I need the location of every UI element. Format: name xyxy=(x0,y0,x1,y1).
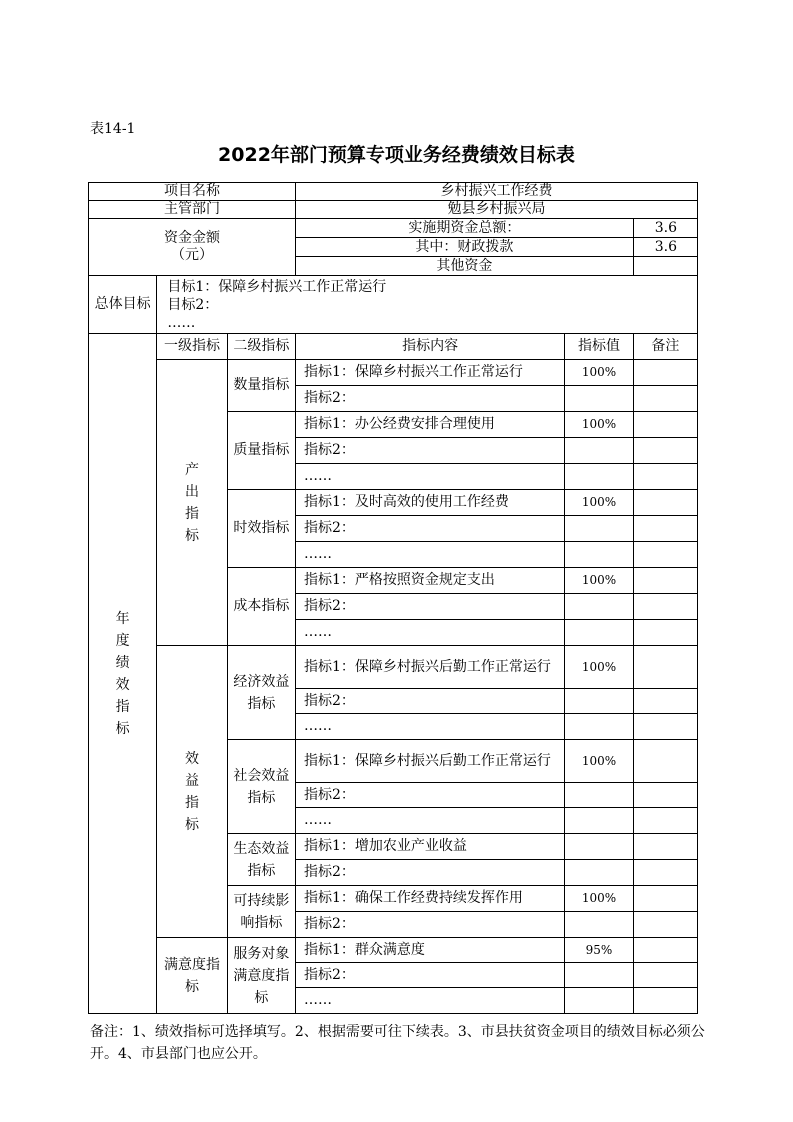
performance-target-table xyxy=(88,182,698,1014)
service-satisfaction-label: 服务对象满意度指标 xyxy=(227,938,295,1014)
header-level1: 一级指标 xyxy=(157,334,227,360)
service-remark-2 xyxy=(633,963,697,988)
table-number: 表14-1 xyxy=(90,121,136,137)
ecological-indicator-label: 生态效益指标 xyxy=(227,834,295,886)
quality-value-1: 100% xyxy=(565,412,633,438)
economic-value-2 xyxy=(565,689,633,714)
cost-value-1: 100% xyxy=(565,568,633,594)
total-funds-value: 3.6 xyxy=(633,219,697,238)
ecological-item-1: 指标1：增加农业产业收益 xyxy=(296,834,565,860)
social-value-3 xyxy=(565,808,633,834)
overall-goal-ellipsis: …… xyxy=(167,314,196,331)
quality-remark-1 xyxy=(633,412,697,438)
timeliness-indicator-label: 时效指标 xyxy=(227,490,295,568)
sustainable-indicator-label: 可持续影响指标 xyxy=(227,886,295,938)
cost-remark-3 xyxy=(633,620,697,646)
fiscal-funds-value: 3.6 xyxy=(633,238,697,257)
ecological-value-2 xyxy=(565,860,633,886)
output-indicator-label: 产出指标 xyxy=(157,360,227,646)
satisfaction-indicator-label: 满意度指标 xyxy=(157,938,227,1014)
sustainable-remark-1 xyxy=(633,886,697,912)
overall-goal-1: 目标1：保障乡村振兴工作正常运行 xyxy=(167,278,387,295)
project-name-value: 乡村振兴工作经费 xyxy=(296,183,698,201)
social-value-1: 100% xyxy=(565,740,633,783)
cost-value-2 xyxy=(565,594,633,620)
service-item-1: 指标1：群众满意度 xyxy=(296,938,565,963)
cost-item-3: …… xyxy=(296,620,565,646)
cost-item-1: 指标1：严格按照资金规定支出 xyxy=(296,568,565,594)
ecological-item-2: 指标2： xyxy=(296,860,565,886)
overall-goal-2: 目标2： xyxy=(167,296,219,313)
service-item-2: 指标2： xyxy=(296,963,565,988)
sustainable-value-1: 100% xyxy=(565,886,633,912)
economic-indicator-label: 经济效益指标 xyxy=(227,646,295,740)
sustainable-remark-2 xyxy=(633,912,697,938)
sustainable-value-2 xyxy=(565,912,633,938)
economic-item-2: 指标2： xyxy=(296,689,565,714)
economic-item-1: 指标1：保障乡村振兴后勤工作正常运行 xyxy=(296,646,565,689)
sustainable-item-1: 指标1：确保工作经费持续发挥作用 xyxy=(296,886,565,912)
quantity-remark-2 xyxy=(633,386,697,412)
social-remark-1 xyxy=(633,740,697,783)
quality-item-2: 指标2： xyxy=(296,438,565,464)
annual-indicator-label: 年度绩效指标 xyxy=(89,334,157,1014)
service-remark-1 xyxy=(633,938,697,963)
quality-remark-2 xyxy=(633,438,697,464)
service-value-3 xyxy=(565,988,633,1014)
service-value-1: 95% xyxy=(565,938,633,963)
social-indicator-label: 社会效益指标 xyxy=(227,740,295,834)
economic-remark-2 xyxy=(633,689,697,714)
quality-indicator-label: 质量指标 xyxy=(227,412,295,490)
page-title: 2022年部门预算专项业务经费绩效目标表 xyxy=(218,144,575,166)
quality-remark-3 xyxy=(633,464,697,490)
timeliness-item-2: 指标2： xyxy=(296,516,565,542)
ecological-remark-2 xyxy=(633,860,697,886)
economic-item-3: …… xyxy=(296,714,565,740)
timeliness-value-3 xyxy=(565,542,633,568)
timeliness-value-1: 100% xyxy=(565,490,633,516)
footnote: 备注：1、绩效指标可选择填写。2、根据需要可往下续表。3、市县扶贫资金项目的绩效目标必须公开。4、市县部门也应公开。 xyxy=(90,1024,705,1062)
social-item-3: …… xyxy=(296,808,565,834)
cost-remark-2 xyxy=(633,594,697,620)
timeliness-value-2 xyxy=(565,516,633,542)
social-remark-3 xyxy=(633,808,697,834)
ecological-remark-1 xyxy=(633,834,697,860)
other-funds-label: 其他资金 xyxy=(296,257,634,276)
header-remark: 备注 xyxy=(633,334,697,360)
service-remark-3 xyxy=(633,988,697,1014)
overall-goal-label: 总体目标 xyxy=(89,276,157,334)
project-name-label: 项目名称 xyxy=(89,183,296,201)
social-remark-2 xyxy=(633,783,697,808)
quantity-value-2 xyxy=(565,386,633,412)
timeliness-item-3: …… xyxy=(296,542,565,568)
quality-value-2 xyxy=(565,438,633,464)
quantity-value-1: 100% xyxy=(565,360,633,386)
quantity-indicator-label: 数量指标 xyxy=(227,360,295,412)
sustainable-item-2: 指标2： xyxy=(296,912,565,938)
quantity-item-2: 指标2： xyxy=(296,386,565,412)
department-label: 主管部门 xyxy=(89,201,296,219)
timeliness-remark-2 xyxy=(633,516,697,542)
cost-item-2: 指标2： xyxy=(296,594,565,620)
service-item-3: …… xyxy=(296,988,565,1014)
fiscal-funds-label: 其中：财政拨款 xyxy=(296,238,634,257)
cost-indicator-label: 成本指标 xyxy=(227,568,295,646)
economic-remark-3 xyxy=(633,714,697,740)
fund-amount-label-line2: （元） xyxy=(171,247,213,263)
benefit-indicator-label: 效益指标 xyxy=(157,646,227,938)
total-funds-label: 实施期资金总额： xyxy=(296,219,634,238)
quality-value-3 xyxy=(565,464,633,490)
department-value: 勉县乡村振兴局 xyxy=(296,201,698,219)
quality-item-1: 指标1：办公经费安排合理使用 xyxy=(296,412,565,438)
cost-value-3 xyxy=(565,620,633,646)
quantity-item-1: 指标1：保障乡村振兴工作正常运行 xyxy=(296,360,565,386)
cost-remark-1 xyxy=(633,568,697,594)
ecological-value-1 xyxy=(565,834,633,860)
economic-remark-1 xyxy=(633,646,697,689)
timeliness-remark-3 xyxy=(633,542,697,568)
quality-item-3: …… xyxy=(296,464,565,490)
timeliness-remark-1 xyxy=(633,490,697,516)
timeliness-item-1: 指标1：及时高效的使用工作经费 xyxy=(296,490,565,516)
social-item-2: 指标2： xyxy=(296,783,565,808)
fund-amount-label xyxy=(89,219,296,276)
other-funds-value xyxy=(633,257,697,276)
economic-value-3 xyxy=(565,714,633,740)
social-item-1: 指标1：保障乡村振兴后勤工作正常运行 xyxy=(296,740,565,783)
header-content: 指标内容 xyxy=(296,334,565,360)
fund-amount-label-line1: 资金金额 xyxy=(164,230,220,246)
social-value-2 xyxy=(565,783,633,808)
header-level2: 二级指标 xyxy=(227,334,295,360)
quantity-remark-1 xyxy=(633,360,697,386)
overall-goal-content xyxy=(157,276,698,334)
economic-value-1: 100% xyxy=(565,646,633,689)
header-value: 指标值 xyxy=(565,334,633,360)
service-value-2 xyxy=(565,963,633,988)
